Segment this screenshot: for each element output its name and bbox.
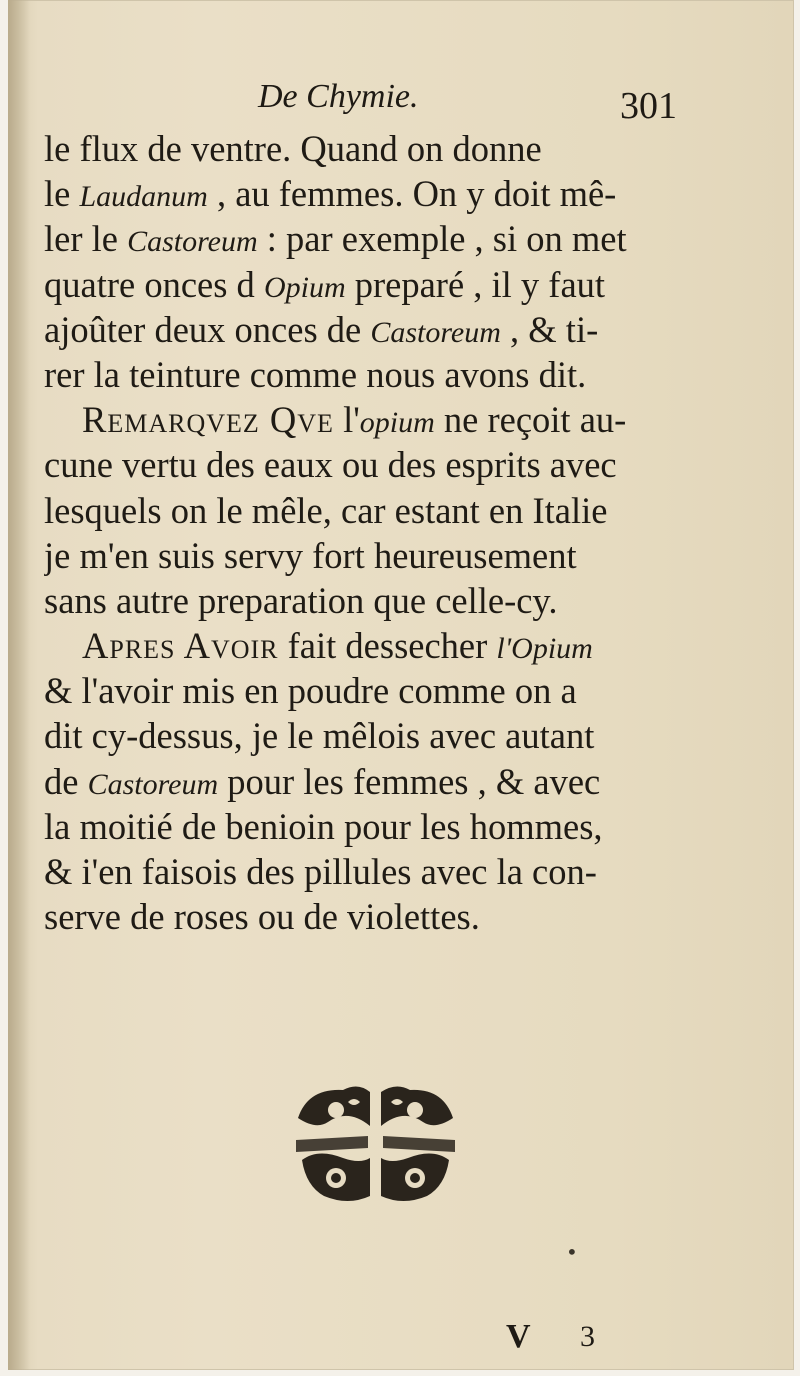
text-run: ler le bbox=[44, 218, 128, 260]
text-line bbox=[44, 126, 714, 171]
text-run: le flux de ventre. Quand on donne bbox=[44, 128, 542, 169]
printers-ornament-icon bbox=[288, 1078, 463, 1208]
text-line bbox=[44, 668, 714, 713]
text-run: & l'avoir mis en poudre comme on a bbox=[44, 670, 577, 712]
text-line bbox=[44, 623, 714, 668]
page-gutter-shadow bbox=[8, 0, 30, 1370]
small-caps-lead: Apres Avoir bbox=[82, 625, 279, 667]
page-header bbox=[8, 74, 794, 134]
italic-term: Castoreum bbox=[127, 225, 258, 259]
text-run: & i'en faisois des pillules avec la con- bbox=[44, 851, 597, 892]
italic-term: l'Opium bbox=[496, 632, 593, 666]
text-run: le bbox=[44, 173, 80, 215]
italic-term: Opium bbox=[263, 270, 346, 304]
text-line bbox=[44, 488, 714, 533]
text-run: ajoûter deux onces de bbox=[44, 308, 371, 350]
text-line bbox=[44, 578, 714, 623]
body-text bbox=[44, 126, 714, 939]
italic-term: Castoreum bbox=[370, 315, 501, 349]
signature-number: 3 bbox=[580, 1320, 595, 1353]
text-line bbox=[44, 216, 714, 261]
text-run: l' bbox=[333, 399, 360, 441]
text-run: de bbox=[44, 760, 88, 802]
text-run: lesquels on le mêle, car estant en Italie bbox=[44, 489, 608, 531]
text-run: je m'en suis servy fort heureusement bbox=[44, 534, 577, 576]
text-run: , au femmes. On y doit mê- bbox=[207, 173, 617, 215]
text-line bbox=[44, 352, 714, 397]
text-line bbox=[44, 262, 714, 307]
text-run: dit cy-dessus, je le mêlois avec autant bbox=[44, 715, 595, 757]
text-run: ne reçoit au- bbox=[434, 399, 627, 441]
text-run: serve de roses ou de violettes. bbox=[44, 896, 480, 938]
text-line bbox=[44, 171, 714, 216]
text-run: cune vertu des eaux ou des esprits avec bbox=[44, 444, 617, 486]
text-run: rer la teinture comme nous avons dit. bbox=[44, 353, 587, 395]
text-line bbox=[44, 442, 714, 487]
text-run: la moitié de benioin pour les hommes, bbox=[44, 805, 603, 847]
text-run: , & ti- bbox=[500, 308, 599, 350]
text-run: pour les femmes , & avec bbox=[218, 760, 601, 802]
text-run: : par exemple , si on met bbox=[257, 218, 627, 260]
italic-term: opium bbox=[359, 406, 435, 440]
text-run: fait dessecher bbox=[278, 625, 497, 667]
text-line bbox=[44, 713, 714, 758]
text-line bbox=[44, 533, 714, 578]
signature-mark: V bbox=[506, 1318, 531, 1355]
ink-speck: • bbox=[566, 1240, 578, 1264]
running-head: De Chymie. bbox=[258, 78, 419, 115]
book-page bbox=[8, 0, 794, 1370]
text-line bbox=[44, 804, 714, 849]
page-number: 301 bbox=[620, 85, 677, 127]
text-line bbox=[44, 397, 714, 442]
text-line bbox=[44, 759, 714, 804]
text-run: quatre onces d bbox=[44, 263, 264, 305]
small-caps-lead: Remarqvez Qve bbox=[82, 399, 334, 441]
text-run: preparé , il y faut bbox=[345, 263, 606, 305]
italic-term: Castoreum bbox=[87, 767, 219, 801]
italic-term: Laudanum bbox=[79, 180, 208, 214]
text-line bbox=[44, 849, 714, 894]
text-line bbox=[44, 894, 714, 939]
text-line bbox=[44, 307, 714, 352]
text-run: sans autre preparation que celle-cy. bbox=[44, 579, 558, 621]
